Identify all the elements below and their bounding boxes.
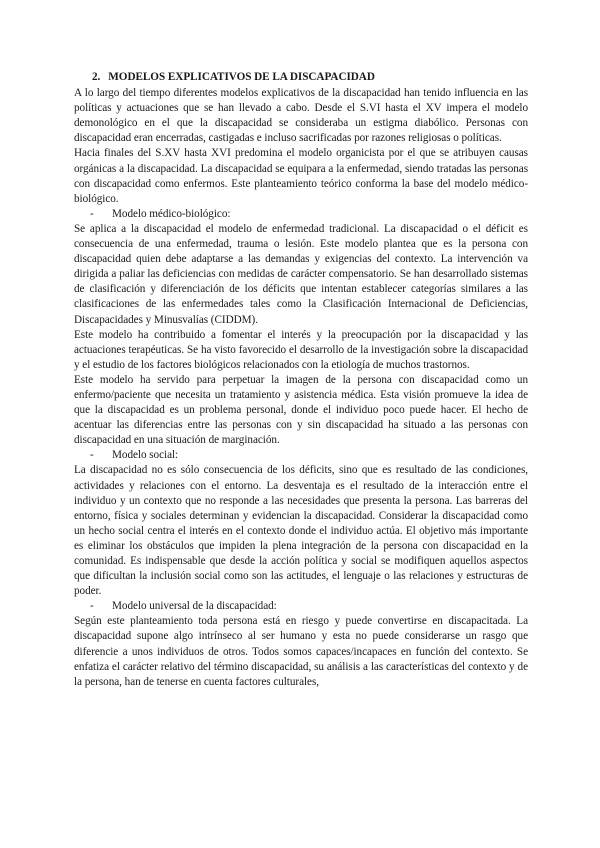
- paragraph-medico-1: Se aplica a la discapacidad el modelo de enfermedad tradicional. La discapacidad o el déficit es consecuencia de una enfermedad, trauma o lesión. Este modelo plantea que es la persona con discapacidad quien debe adaptarse a las demandas y exigencias del contexto. La intervención va dirigida a paliar las deficiencias con medidas de carácter compensatorio. Se han desarrollado sistemas de clasificación y diferenciación de los déficits que intentan establecer categorías similares a las clasificaciones de las enfermedades tales como la Clasificación Internacional de Deficiencias, Discapacidades y Minusvalías (CIDDM).: [74, 222, 528, 326]
- subheading-social: [74, 448, 528, 463]
- paragraph-medico-3: Este modelo ha servido para perpetuar la imagen de la persona con discapacidad como un enfermo/paciente que necesita un tratamiento y asistencia médica. Esta visión promueve la idea de que la discapacidad es un problema personal, donde el individuo poco puede hacer. El hecho de acentuar las diferencias entre las personas con y sin discapacidad ha situado a las personas con discapacidad en una situación de marginación.: [74, 373, 528, 447]
- subheading-medico-biologico: [74, 207, 528, 222]
- bullet-dash: -: [90, 600, 94, 613]
- bullet-dash: -: [90, 449, 94, 462]
- subheading-label: Modelo social:: [112, 449, 179, 462]
- paragraph-universal: Según este planteamiento toda persona está en riesgo y puede convertirse en discapacitada. La discapacidad supone algo intrínseco al ser humano y esta no puede considerarse un rasgo que diferencie a unos individuos de otros. Todos somos capaces/incapaces en función del contexto. Se enfatiza el carácter relativo del término discapacidad, su análisis a las características del contexto y de la persona, han de tenerse en cuenta factores culturales,: [74, 615, 528, 688]
- subheading-label: Modelo médico-biológico:: [112, 207, 231, 220]
- subheading-label: Modelo universal de la discapacidad:: [112, 600, 277, 613]
- section-heading: [92, 70, 528, 85]
- paragraph-organicista: Hacia finales del S.XV hasta XVI predomina el modelo organicista por el que se atribuyen causas orgánicas a la discapacidad. La discapacidad se equipara a la enfermedad, siendo tratadas las personas con discapacidad como enfermos. Este planteamiento teórico conforma la base del modelo médico-biológico.: [74, 147, 528, 205]
- paragraph-medico-2: Este modelo ha contribuido a fomentar el interés y la preocupación por la discapacidad y las actuaciones terapéuticas. Se ha visto favorecido el desarrollo de la investigación sobre la discapacidad y el estudio de los factores biológicos relacionados con la etiología de muchos trastornos.: [74, 328, 528, 371]
- paragraph-social: La discapacidad no es sólo consecuencia de los déficits, sino que es resultado de las condiciones, actividades y relaciones con el entorno. La desventaja es el resultado de la interacción entre el individuo y un contexto que no responde a las necesidades que presenta la persona. Las barreras del entorno, física y sociales determinan y evidencian la discapacidad. Considerar la discapacidad como un hecho social centra el interés en el contexto donde el individuo actúa. El objetivo más importante es eliminar los obstáculos que impiden la plena integración de la persona con discapacidad en la comunidad. Es indispensable que desde la acción política y social se modifiquen aquellos aspectos que dificultan la inclusión social como son las actitudes, el lenguaje o las relaciones y estructuras de poder.: [74, 464, 528, 598]
- section-title: MODELOS EXPLICATIVOS DE LA DISCAPACIDAD: [108, 71, 375, 83]
- subheading-universal: [74, 599, 528, 614]
- bullet-dash: -: [90, 207, 94, 220]
- section-number: 2.: [92, 71, 101, 83]
- paragraph-intro: A lo largo del tiempo diferentes modelos explicativos de la discapacidad han tenido influencia en las políticas y actuaciones que se han llevado a cabo. Desde el S.VI hasta el XV impera el modelo demonológico en el que la discapacidad se consideraba un estigma diabólico. Personas con discapacidad eran encerradas, castigadas e incluso sacrificadas por razones religiosas o políticas.: [74, 87, 528, 145]
